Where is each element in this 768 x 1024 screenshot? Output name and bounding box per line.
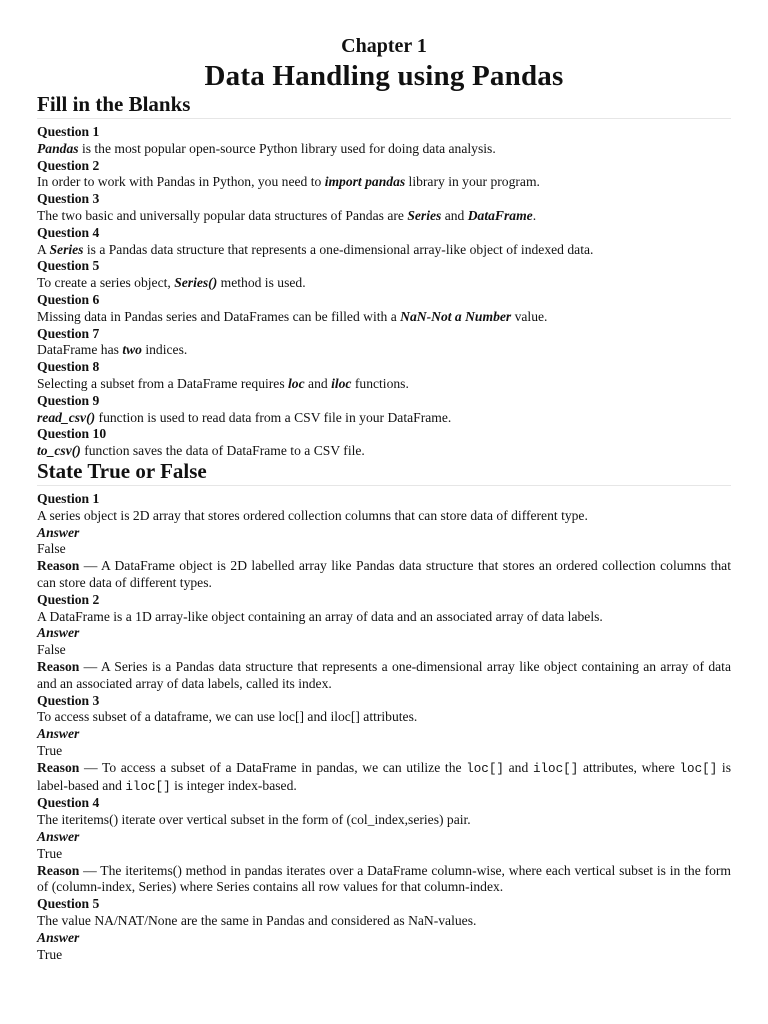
answer-value: False	[37, 642, 66, 658]
blank-answer: two	[122, 342, 142, 358]
question-text: In order to work with Pandas in Python, you need to import pandas library in your program.	[37, 174, 540, 190]
answer-value: False	[37, 541, 66, 557]
question-text: A DataFrame is a 1D array-like object containing an array of data and an associated array of data labels.	[37, 608, 603, 624]
question-label: Question 6	[37, 291, 100, 307]
blank-answer: Pandas	[37, 140, 79, 156]
answer-value: True	[37, 845, 63, 861]
answer-value: True	[37, 742, 63, 758]
question-label: Question 5	[37, 258, 100, 274]
chapter-label: Chapter 1	[341, 35, 427, 57]
question-label: Question 4	[37, 795, 100, 811]
question-text: to_csv() function saves the data of DataFrame to a CSV file.	[37, 443, 365, 459]
blank-answer: iloc	[331, 375, 352, 391]
section-heading-truefalse: State True or False	[37, 459, 731, 486]
question-text: To access subset of a dataframe, we can use loc[] and iloc[] attributes.	[37, 709, 418, 725]
reason-text: Reason — The iteritems() method in pandas iterates over a DataFrame column-wise, where each vertical subset is in the form of (column-index, Series) where Series contains all row values for that column-index.	[37, 862, 731, 895]
question-text: The value NA/NAT/None are the same in Pandas and considered as NaN-values.	[37, 912, 477, 928]
section-heading-blanks: Fill in the Blanks	[37, 92, 731, 119]
blank-answer: import pandas	[324, 174, 406, 190]
question-text: Selecting a subset from a DataFrame requires loc and iloc functions.	[37, 375, 409, 391]
answer-label: Answer	[37, 726, 80, 742]
code-term: loc[]	[466, 761, 504, 776]
question-text: The iteritems() iterate over vertical subset in the form of (col_index,series) pair.	[37, 812, 471, 828]
blanks-list	[37, 124, 731, 460]
code-term: iloc[]	[125, 779, 171, 794]
question-text: To create a series object, Series() method is used.	[37, 275, 306, 291]
blank-answer: DataFrame	[467, 207, 533, 223]
question-text: read_csv() function is used to read data from a CSV file in your DataFrame.	[37, 409, 452, 425]
reason-text: Reason — A Series is a Pandas data structure that represents a one-dimensional array like object containing an array of data and an associated array of data labels, called its index.	[37, 658, 731, 691]
answer-value: True	[37, 946, 63, 962]
question-label: Question 10	[37, 426, 107, 442]
answer-label: Answer	[37, 828, 80, 844]
question-label: Question 9	[37, 392, 100, 408]
question-label: Question 3	[37, 692, 100, 708]
code-term: iloc[]	[532, 761, 579, 776]
question-label: Question 8	[37, 359, 100, 375]
blank-answer: read_csv()	[37, 409, 96, 425]
blank-answer: Series	[407, 207, 442, 223]
answer-label: Answer	[37, 524, 80, 540]
blank-answer: to_csv()	[37, 443, 81, 459]
blank-answer: loc	[288, 375, 305, 391]
question-text: The two basic and universally popular data structures of Pandas are Series and DataFrame.	[37, 207, 537, 223]
reason-text: Reason — To access a subset of a DataFrame in pandas, we can utilize the loc[] and iloc[] attributes, where loc[] is label-based and iloc[] is integer index-based.	[37, 759, 731, 794]
question-label: Question 7	[37, 325, 100, 341]
blank-answer: NaN-Not a Number	[400, 308, 512, 324]
blank-answer: Series()	[174, 275, 218, 291]
truefalse-list	[37, 491, 731, 963]
question-text: A Series is a Pandas data structure that represents a one-dimensional array-like object of indexed data.	[37, 241, 594, 257]
question-label: Question 1	[37, 124, 100, 139]
question-label: Question 2	[37, 591, 100, 607]
question-text: DataFrame has two indices.	[37, 342, 188, 358]
answer-label: Answer	[37, 929, 80, 945]
question-label: Question 4	[37, 224, 100, 240]
reason-text: Reason — A DataFrame object is 2D labelled array like Pandas data structure that stores an ordered collection columns that can store data of different types.	[37, 558, 731, 590]
page-title: Data Handling using Pandas	[204, 60, 564, 92]
question-text: Missing data in Pandas series and DataFrames can be filled with a NaN-Not a Number value.	[37, 308, 548, 324]
code-term: loc[]	[679, 761, 718, 776]
question-label: Question 3	[37, 191, 100, 207]
question-label: Question 1	[37, 491, 100, 506]
question-label: Question 5	[37, 896, 100, 912]
question-label: Question 2	[37, 157, 100, 173]
blank-answer: Series	[49, 241, 84, 257]
question-text: Pandas is the most popular open-source Python library used for doing data analysis.	[37, 140, 496, 156]
question-text: A series object is 2D array that stores ordered collection columns that can store data of different type.	[37, 507, 588, 523]
answer-label: Answer	[37, 625, 80, 641]
